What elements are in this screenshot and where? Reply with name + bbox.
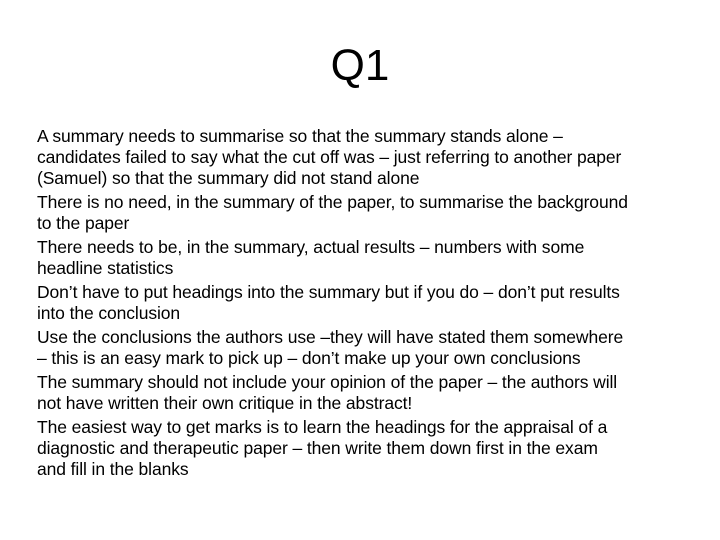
text-line: The summary should not include your opinion of the paper – the authors will (37, 372, 618, 392)
text-line: There is no need, in the summary of the paper, to summarise the background (37, 192, 628, 212)
text-line: not have written their own critique in the abstract! (37, 393, 413, 413)
text-line: There needs to be, in the summary, actual results – numbers with some (37, 237, 585, 257)
text-line: Use the conclusions the authors use –they will have stated them somewhere (37, 327, 624, 347)
body-paragraph (37, 417, 696, 480)
text-line: headline statistics (37, 258, 174, 278)
slide-title: Q1 (330, 41, 390, 90)
body-paragraph (37, 282, 696, 324)
body-paragraph (37, 237, 696, 279)
text-line: candidates failed to say what the cut off was – just referring to another paper (37, 147, 622, 167)
text-line: diagnostic and therapeutic paper – then write them down first in the exam (37, 438, 598, 458)
text-line: and fill in the blanks (37, 459, 189, 479)
text-line: – this is an easy mark to pick up – don’t make up your own conclusions (37, 348, 581, 368)
body-paragraph (37, 372, 696, 414)
slide-body (37, 126, 696, 480)
text-line: The easiest way to get marks is to learn the headings for the appraisal of a (37, 417, 608, 437)
body-paragraph (37, 192, 696, 234)
text-line: (Samuel) so that the summary did not stand alone (37, 168, 420, 188)
text-line: to the paper (37, 213, 130, 233)
text-line: A summary needs to summarise so that the summary stands alone – (37, 126, 563, 146)
body-paragraph (37, 126, 696, 189)
body-paragraph (37, 327, 696, 369)
text-line: Don’t have to put headings into the summary but if you do – don’t put results (37, 282, 620, 302)
text-line: into the conclusion (37, 303, 181, 323)
